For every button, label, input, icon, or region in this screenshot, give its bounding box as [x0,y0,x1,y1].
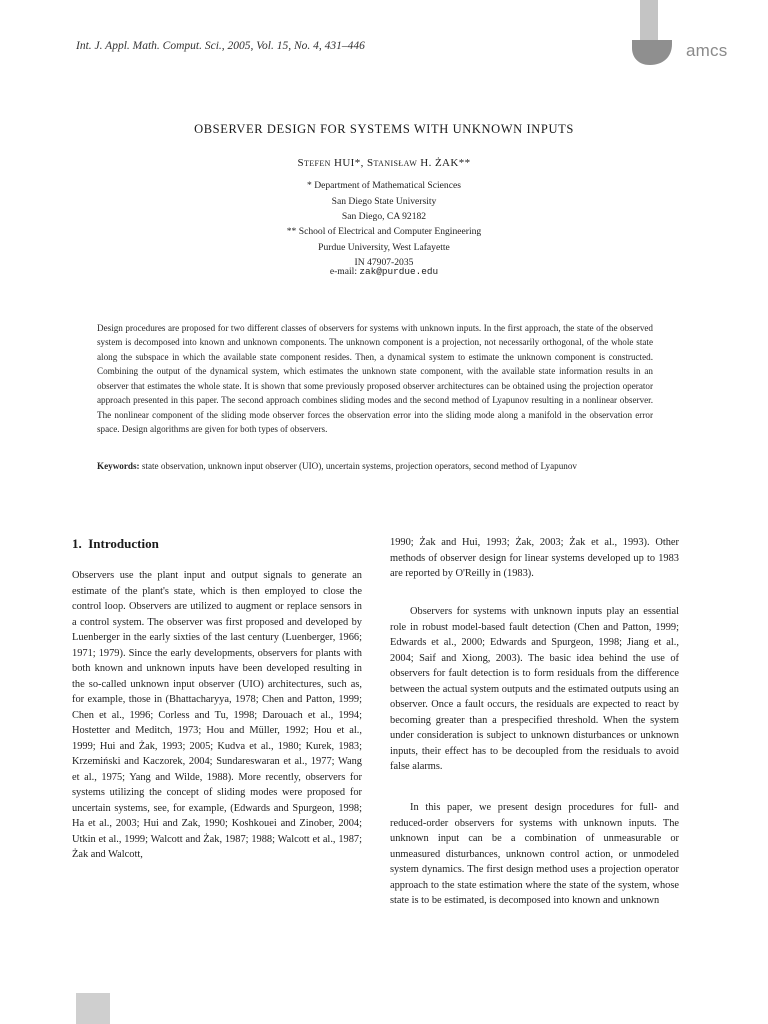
affiliation-1-university: San Diego State University [331,195,437,207]
section-heading [72,536,159,552]
journal-logo-text: amcs [686,41,728,60]
affiliation-2-school: ** School of Electrical and Computer Engineering [286,226,482,237]
email-address[interactable]: zak@purdue.edu [359,266,439,277]
page-footer-tab [76,993,110,1024]
affiliation-2-postcode: IN 47907-2035 [354,257,414,268]
journal-reference: Int. J. Appl. Math. Comput. Sci., 2005, Vol. 15, No. 4, 431–446 [76,40,365,52]
author-list: Stefen HUI*, Stanisław H. ŻAK** [297,157,471,169]
intro-paragraph-1: Observers use the plant input and output signals to generate an estimate of the plant's state, which is then employed to close the control loop. Observers are utilized to augment or replace sensors in a control system. The observer was first proposed and developed by Luenberger in the early sixties of the last century (Luenberger, 1966; 1971; 1979). Since the early developments, observers for plants with both known and unknown inputs have been developed resulting in the so-called unknown input observer (UIO) architectures, such as, for example, those in (Bhattacharyya, 1978; Chen and Patton, 1999; Chen et al., 1996; Corless and Tu, 1998; Darouach et al., 1994; Hostetter and Meditch, 1973; Hou and Müller, 1992; Hou et al., 1999; Hui and Żak, 1993; 2005; Kudva et al., 1980; Kurek, 1983; Krzemiński and Kaczorek, 2004; Sundareswaran et al., 1977; Wang et al., 1975; Yang and Wilde, 1988). More recently, observers for systems utilizing the concept of sliding modes were proposed for uncertain systems, see, for example, (Edwards and Spurgeon, 1998; Ha et al., 2003; Hui and Zak, 1990; Koshkouei and Zinober, 2004; Utkin et al., 1999; Walcott and Żak, 1987; 1988; Walcott et al., 1987; Żak and Walcott, [72,570,362,860]
intro-paragraph-2: Observers for systems with unknown inputs play an essential role in robust model-based fault detection (Chen and Patton, 1999; Edwards et al., 2000; Edwards and Spurgeon, 1998; Jiang et al., 2004; Saif and Xiong, 2003). The basic idea behind the use of observers for fault detection is to form residuals from the difference between the actual system outputs and the estimated outputs using an observer. Once a fault occurs, the residuals are expected to react by becoming greater than a prespecified threshold. When the system under consideration is subject to unknown disturbances or unknown inputs, their effect has to be decoupled from the residuals to avoid false alarms. [390,606,679,772]
email-label: e-mail: [329,266,357,277]
keywords-label: Keywords: [97,461,140,471]
abstract-text: Design procedures are proposed for two different classes of observers for systems with unknown inputs. In the first approach, the state of the observed system is decomposed into known and unknown components. The unknown component is a projection, not necessarily orthogonal, of the whole state along the subspace in which the available state component resides. Then, a dynamical system to estimate the unknown component is constructed. Combining the output of the dynamical system, which estimates the unknown state component, with the available state information results in an observer that estimates the whole state. It is shown that some previously proposed observer architectures can be obtained using the projection operator approach presented in this paper. The second approach combines sliding modes and the second method of Lyapunov resulting in a nonlinear observer. The nonlinear component of the sliding mode observer forces the observation error into the sliding mode along a manifold in the observation error space. Design algorithms are given for both types of observers. [97,323,653,435]
section-number: 1. [72,536,82,551]
affiliation-1-department: * Department of Mathematical Sciences [307,180,461,191]
journal-logo-mark [630,30,674,66]
intro-paragraph-1-continued: 1990; Żak and Hui, 1993; Żak, 2003; Żak et al., 1993). Other methods of observer design for linear systems developed up to 1983 are reported by O'Reilly in (1983). [390,537,679,579]
section-title: Introduction [88,536,159,551]
paper-title: OBSERVER DESIGN FOR SYSTEMS WITH UNKNOWN INPUTS [194,122,574,136]
keywords-text: state observation, unknown input observer (UIO), uncertain systems, projection operators, second method of Lyapunov [141,461,577,471]
contact-email [0,266,768,277]
intro-paragraph-3: In this paper, we present design procedures for full- and reduced-order observers for systems with unknown inputs. The unknown input can be a combination of unmeasurable or unmeasured disturbances, unknown control action, or unmodeled system dynamics. The first design method uses a projection operator approach to the state estimation where the state of the system, whose state is to be estimated, is decomposed into known and unknown [390,802,679,906]
keywords [97,459,653,474]
affiliation-2 [0,224,768,271]
affiliation-1 [0,178,768,225]
affiliation-1-city: San Diego, CA 92182 [341,211,427,222]
affiliation-2-university: Purdue University, West Lafayette [318,241,450,253]
